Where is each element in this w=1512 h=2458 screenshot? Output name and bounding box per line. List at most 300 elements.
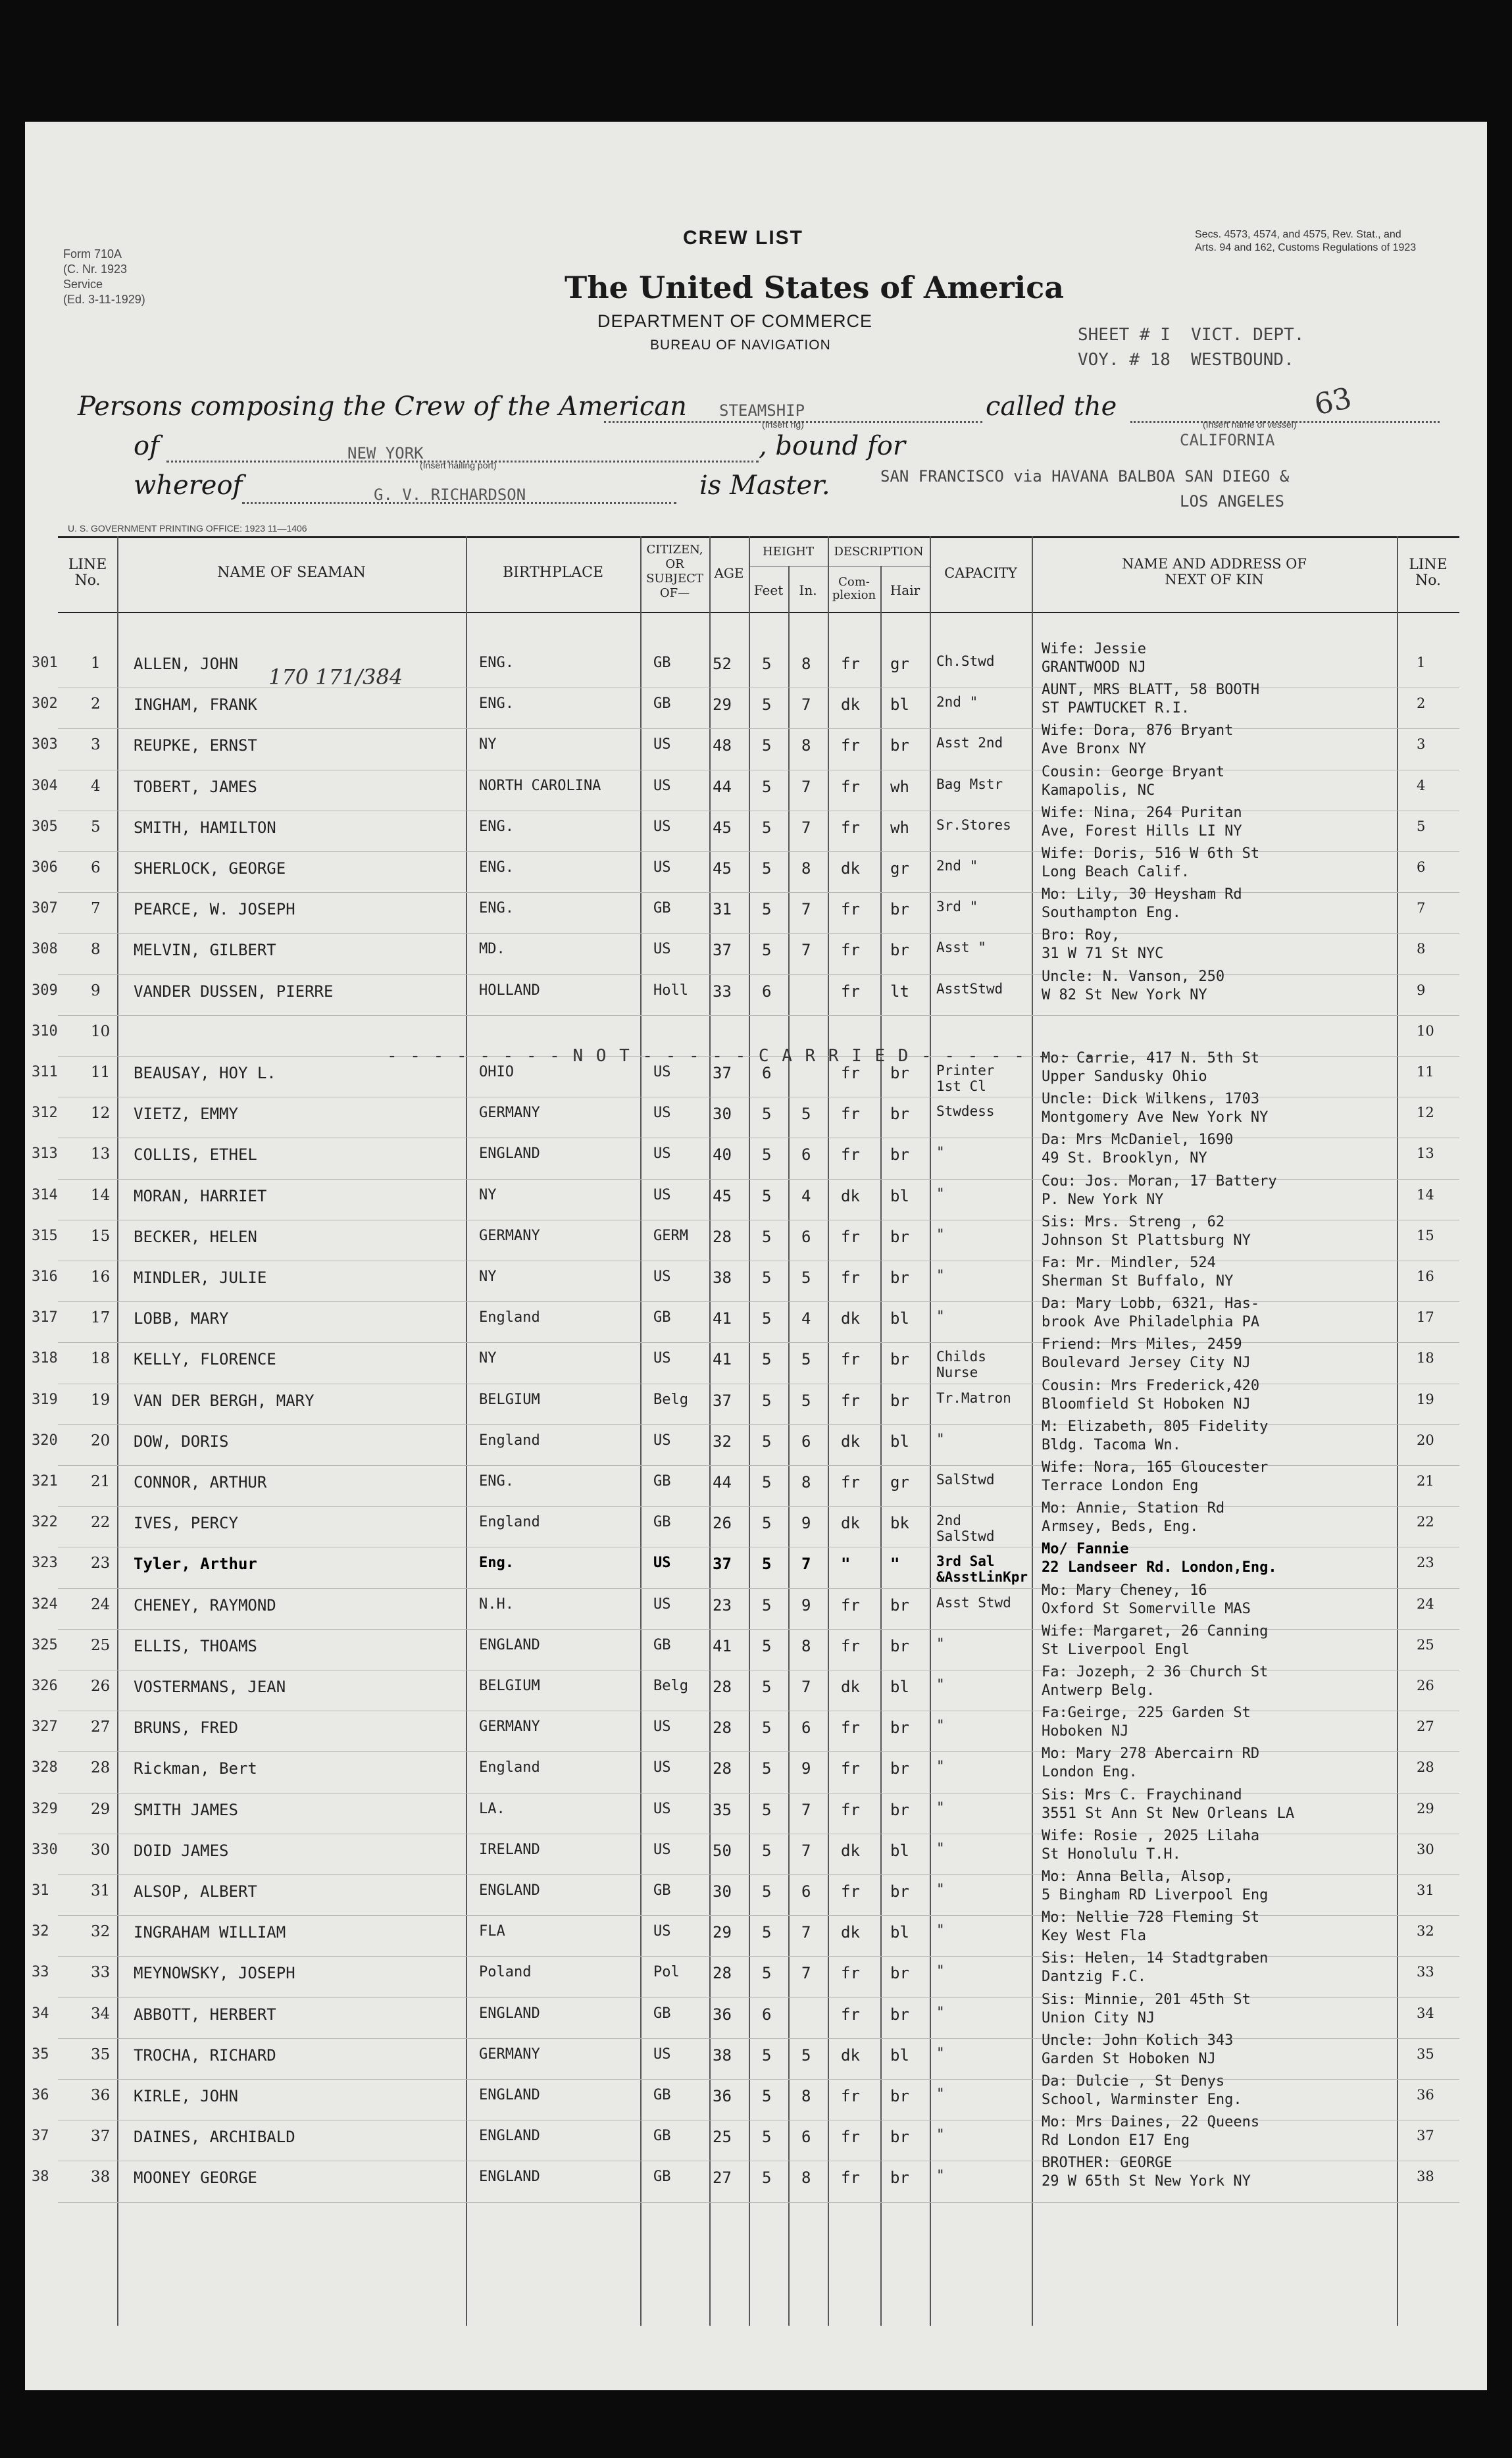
complexion: fr [841,818,860,837]
capacity: Ch.Stwd [936,653,995,669]
height-feet: 5 [762,1432,772,1451]
height-feet: 5 [762,1145,772,1165]
row-rule [58,2079,1459,2080]
margin-number: 324 [32,1595,58,1613]
age: 44 [713,777,732,796]
citizenship: US [653,1759,671,1776]
height-inches: 7 [801,777,811,796]
margin-number: 317 [32,1309,58,1326]
line-number-right: 15 [1417,1227,1434,1243]
complexion: fr [841,1882,860,1901]
seaman-name: ALSOP, ALBERT [134,1882,257,1901]
next-of-kin: Mo: Mrs Daines, 22 Queens Rd London E17 Eng [1042,2114,1260,2149]
seaman-name: ELLIS, THOAMS [134,1636,257,1655]
line-number-right: 33 [1417,1964,1434,1980]
sheet-voyage-info: SHEET # I VICT. DEPT. VOY. # 18 WESTBOUND. [1078,325,1305,370]
line-number: 15 [91,1227,111,1245]
margin-number: 323 [32,1555,58,1572]
line-number: 32 [91,1923,111,1941]
line-number-right: 27 [1417,1718,1434,1735]
complexion: fr [841,736,860,755]
next-of-kin: BROTHER: GEORGE 29 W 65th St New York NY [1042,2155,1251,2190]
margin-number: 330 [32,1841,58,1858]
height-feet: 5 [762,1841,772,1860]
line-number-right: 24 [1417,1595,1434,1612]
citizenship: GB [653,1473,671,1490]
crew-list-sheet [25,122,1487,2390]
hair: br [890,1800,909,1819]
col-capacity: CAPACITY [944,565,1017,581]
margin-number: 314 [32,1186,58,1203]
age: 37 [713,941,732,960]
line-number: 33 [91,1964,111,1982]
line-number-right: 38 [1417,2169,1434,2185]
next-of-kin: Mo: Lily, 30 Heysham Rd Southampton Eng. [1042,886,1242,922]
margin-number: 302 [32,695,58,713]
complexion: fr [841,1268,860,1287]
height-feet: 5 [762,1105,772,1124]
age: 25 [713,2128,732,2147]
line-number-right: 3 [1417,736,1426,753]
hair: br [890,2087,909,2105]
line-number: 22 [91,1514,111,1532]
complexion: fr [841,941,860,960]
line-number-right: 32 [1417,1923,1434,1940]
citizenship: GB [653,695,671,713]
birthplace: BELGIUM [479,1678,540,1694]
hair: br [890,1227,909,1246]
birthplace: ENG. [479,1473,514,1490]
line-number-right: 5 [1417,818,1426,834]
line-number: 28 [91,1759,111,1777]
complexion: fr [841,1227,860,1246]
seaman-name: CONNOR, ARTHUR [134,1473,267,1492]
age: 30 [713,1882,732,1901]
birthplace: NORTH CAROLINA [479,777,601,794]
complexion: fr [841,982,860,1001]
height-inches: 6 [801,1882,811,1901]
line-number-right: 17 [1417,1309,1434,1326]
next-of-kin: Sis: Minnie, 201 45th St Union City NJ [1042,1991,1251,2026]
capacity: " [936,1799,945,1815]
row-rule [58,933,1459,934]
age: 52 [713,655,732,673]
persons-label: Persons composing the Crew of the American [78,391,687,422]
height-inches: 7 [801,1923,811,1942]
line-number: 21 [91,1473,111,1490]
hair: bl [890,1678,909,1696]
col-divider [749,536,750,2326]
next-of-kin: Wife: Dora, 876 Bryant Ave Bronx NY [1042,722,1234,758]
line-number-right: 19 [1417,1391,1434,1407]
margin-number: 310 [32,1022,58,1040]
seaman-name: MOONEY GEORGE [134,2169,257,2188]
height-inches: 5 [801,1105,811,1124]
department-heading: DEPARTMENT OF COMMERCE [597,311,873,331]
next-of-kin: Mo: Mary Cheney, 16 Oxford St Somerville MAS [1042,1582,1251,1617]
citizenship: US [653,1145,671,1163]
next-of-kin: Sis: Helen, 14 Stadtgraben Dantzig F.C. [1042,1950,1269,1986]
age: 40 [713,1145,732,1165]
row-rule [58,2202,1459,2203]
age: 27 [713,2169,732,2188]
complexion: fr [841,1145,860,1165]
hair: br [890,1064,909,1082]
line-number: 5 [91,818,101,836]
line-number-right: 6 [1417,859,1426,875]
citizenship: GERM [653,1227,688,1244]
age: 50 [713,1841,732,1860]
age: 23 [713,1595,732,1615]
hair: br [890,2128,909,2147]
line-number-right: 22 [1417,1514,1434,1530]
height-feet: 5 [762,1514,772,1533]
complexion: fr [841,1964,860,1983]
citizenship: Pol [653,1964,680,1981]
height-feet: 6 [762,2005,772,2024]
next-of-kin: Uncle: John Kolich 343 Garden St Hoboken NJ [1042,2032,1234,2067]
citizenship: US [653,1105,671,1122]
next-of-kin: Friend: Mrs Miles, 2459 Boulevard Jersey City NJ [1042,1336,1251,1372]
margin-number: 306 [32,859,58,876]
age: 45 [713,859,732,878]
citizenship: US [653,2045,671,2063]
height-inches: 8 [801,2169,811,2188]
margin-number: 318 [32,1350,58,1367]
complexion: " [841,1555,851,1574]
citizenship: US [653,1923,671,1940]
birthplace: ENGLAND [479,1145,540,1163]
complexion: dk [841,1841,860,1860]
citizenship: US [653,1841,671,1858]
next-of-kin: Fa: Jozeph, 2 36 Church St Antwerp Belg. [1042,1664,1269,1699]
citizenship: GB [653,2169,671,2186]
line-number: 30 [91,1841,111,1859]
capacity: " [936,1922,945,1938]
citizenship: GB [653,1514,671,1531]
line-number: 6 [91,859,101,876]
age: 29 [713,695,732,715]
complexion: fr [841,655,860,673]
line-number: 20 [91,1432,111,1449]
height-feet: 5 [762,941,772,960]
col-citizen: CITIZEN, OR SUBJECT OF— [646,543,703,600]
col-divider [1032,536,1033,2326]
height-inches: 7 [801,818,811,837]
line-number-right: 1 [1417,655,1426,670]
citizenship: Belg [653,1391,688,1408]
line-number: 23 [91,1555,111,1572]
citizenship: US [653,941,671,958]
birthplace: NY [479,1268,497,1285]
birthplace: ENG. [479,818,514,835]
line-number: 17 [91,1309,111,1327]
col-hair: Hair [890,582,920,598]
height-feet: 5 [762,655,772,673]
capacity: " [936,1881,945,1897]
citizenship: GB [653,2128,671,2145]
citizenship: Holl [653,982,688,999]
col-name: NAME OF SEAMAN [217,564,366,581]
col-divider [788,566,790,2326]
line-number-right: 37 [1417,2128,1434,2144]
age: 33 [713,982,732,1001]
complexion: dk [841,1432,860,1451]
height-inches: 6 [801,2128,811,2147]
line-number: 10 [91,1022,111,1040]
capacity: AsstStwd [936,980,1003,997]
bound-label: , bound for [759,431,905,461]
citizenship: US [653,1432,671,1449]
complexion: fr [841,1350,860,1369]
line-number-right: 30 [1417,1841,1434,1857]
line-number-right: 7 [1417,900,1426,916]
birthplace: ENG. [479,695,514,713]
margin-number: 320 [32,1432,58,1449]
height-inches: 5 [801,1350,811,1369]
seaman-name: TOBERT, JAMES [134,777,257,796]
age: 26 [713,1514,732,1533]
height-feet: 6 [762,982,772,1001]
capacity: " [936,1963,945,1979]
statute-reference: Secs. 4573, 4574, and 4575, Rev. Stat., and Arts. 94 and 162, Customs Regulations of 1923 [1195,229,1417,253]
row-rule [58,892,1459,893]
seaman-name: SHERLOCK, GEORGE [134,859,286,878]
line-number: 24 [91,1595,111,1613]
hair: br [890,1964,909,1983]
col-complexion: Com- plexion [832,575,876,602]
hair: gr [890,655,909,673]
margin-number: 328 [32,1759,58,1776]
birthplace: NY [479,1350,497,1367]
height-feet: 5 [762,1636,772,1655]
height-feet: 5 [762,1473,772,1492]
line-number: 19 [91,1391,111,1409]
capacity: Childs Nurse [936,1349,986,1381]
height-inches: 9 [801,1759,811,1778]
margin-number: 31 [32,1882,49,1899]
margin-number: 311 [32,1064,58,1080]
line-number-right: 4 [1417,777,1426,793]
handwritten-annotation: 170 171/384 [268,665,403,690]
next-of-kin: Mo/ Fannie 22 Landseer Rd. London,Eng. [1042,1541,1277,1576]
next-of-kin: Mo: Anna Bella, Alsop, 5 Bingham RD Liverpool Eng [1042,1869,1269,1903]
seaman-name: SMITH JAMES [134,1800,238,1819]
row-rule [58,974,1459,975]
col-line-no-right: LINE No. [1409,557,1448,589]
height-feet: 5 [762,900,772,919]
seaman-name: VAN DER BERGH, MARY [134,1391,315,1410]
line-number: 16 [91,1268,111,1286]
hair: br [890,1350,909,1369]
capacity: " [936,1676,945,1692]
line-number: 29 [91,1800,111,1818]
height-feet: 5 [762,1882,772,1901]
called-label: called the [986,391,1117,422]
margin-number: 38 [32,2169,49,2186]
height-feet: 6 [762,1064,772,1082]
line-number-right: 18 [1417,1350,1434,1367]
col-description: DESCRIPTION [834,545,924,559]
height-feet: 5 [762,1186,772,1205]
line-number-right: 14 [1417,1186,1434,1203]
height-feet: 5 [762,1227,772,1246]
seaman-name: BRUNS, FRED [134,1718,238,1738]
hair: br [890,1268,909,1287]
birthplace: FLA [479,1923,505,1940]
citizenship: US [653,1064,671,1080]
height-feet: 5 [762,1800,772,1819]
col-divider [640,536,642,2326]
age: 48 [713,736,732,755]
citizenship: US [653,818,671,835]
next-of-kin: Fa: Mr. Mindler, 524 Sherman St Buffalo, NY [1042,1255,1234,1290]
citizenship: GB [653,655,671,671]
age: 28 [713,1964,732,1983]
line-number: 26 [91,1678,111,1695]
next-of-kin: Da: Dulcie , St Denys School, Warminster Eng. [1042,2073,1242,2108]
margin-number: 305 [32,818,58,835]
line-number: 37 [91,2128,111,2145]
complexion: fr [841,2128,860,2147]
height-inches: 7 [801,1555,811,1574]
birthplace: BELGIUM [479,1391,540,1408]
next-of-kin: Da: Mrs McDaniel, 1690 49 St. Brooklyn, NY [1042,1132,1234,1167]
not-carried-note: - - - - - - - - N O T - - - - - C A R R I E D - - - - - - - - [387,1046,1096,1066]
citizenship: GB [653,1636,671,1653]
hair: br [890,941,909,960]
margin-number: 304 [32,777,58,794]
hair: br [890,736,909,755]
form-code: Form 710A (C. Nr. 1923 Service (Ed. 3-11-1929) [63,247,145,306]
stamp-number: 63 [1311,381,1355,422]
col-line-no [58,557,117,589]
height-feet: 5 [762,2045,772,2065]
height-feet: 5 [762,1759,772,1778]
next-of-kin: AUNT, MRS BLATT, 58 BOOTH ST PAWTUCKET R.I. [1042,682,1260,717]
height-inches: 6 [801,1145,811,1165]
next-of-kin: Uncle: N. Vanson, 250 W 82 St New York NY [1042,968,1225,1003]
col-divider [709,536,711,2326]
hair: wh [890,818,909,837]
line-number-right: 31 [1417,1882,1434,1898]
line-number-right: 29 [1417,1800,1434,1817]
height-feet: 5 [762,2169,772,2188]
next-of-kin: Sis: Mrs C. Fraychinand 3551 St Ann St New Orleans LA [1042,1786,1295,1822]
line-number: 25 [91,1636,111,1654]
next-of-kin: Sis: Mrs. Streng , 62 Johnson St Plattsburg NY [1042,1213,1251,1249]
age: 32 [713,1432,732,1451]
margin-number: 36 [32,2087,49,2103]
margin-number: 326 [32,1678,58,1694]
col-next-of-kin: NAME AND ADDRESS OF NEXT OF KIN [1122,556,1307,588]
citizenship: US [653,859,671,876]
birthplace: NY [479,1186,497,1203]
next-of-kin: Bro: Roy, 31 W 71 St NYC [1042,927,1164,963]
capacity: " [936,1840,945,1856]
port-value: NEW YORK [347,444,424,463]
seaman-name: IVES, PERCY [134,1514,238,1533]
seaman-name: PEARCE, W. JOSEPH [134,900,295,919]
col-line-no-text: LINE No. [68,557,107,589]
height-inches: 8 [801,655,811,673]
birthplace: LA. [479,1800,505,1817]
age: 38 [713,2045,732,2065]
seaman-name: CHENEY, RAYMOND [134,1595,276,1615]
hair: br [890,900,909,919]
age: 41 [713,1636,732,1655]
col-divider [930,536,931,2326]
birthplace: ENGLAND [479,2128,540,2145]
height-inches: 6 [801,1227,811,1246]
seaman-name: KELLY, FLORENCE [134,1350,276,1369]
printer-note: U. S. GOVERNMENT PRINTING OFFICE: 1923 11—1406 [68,523,307,534]
complexion: fr [841,2169,860,2188]
age: 37 [713,1391,732,1410]
complexion: dk [841,2045,860,2065]
height-feet: 5 [762,1964,772,1983]
col-divider [117,536,118,2326]
capacity: " [936,1717,945,1734]
complexion: fr [841,1718,860,1738]
capacity: " [936,1226,945,1242]
margin-number: 33 [32,1964,49,1981]
height-inches: 8 [801,736,811,755]
capacity: " [936,2003,945,2020]
height-inches: 5 [801,2045,811,2065]
birthplace: England [479,1432,540,1449]
hair: br [890,2005,909,2024]
height-inches: 7 [801,1841,811,1860]
capacity: Asst 2nd [936,735,1003,751]
height-inches: 5 [801,1391,811,1410]
hair: lt [890,982,909,1001]
birthplace: Eng. [479,1555,514,1572]
age: 31 [713,900,732,919]
height-inches: 7 [801,900,811,919]
next-of-kin: Wife: Doris, 516 W 6th St Long Beach Calif. [1042,845,1260,880]
line-number: 4 [91,777,101,795]
next-of-kin: Wife: Jessie GRANTWOOD NJ [1042,641,1146,676]
seaman-name: SMITH, HAMILTON [134,818,276,837]
col-birthplace: BIRTHPLACE [502,564,604,581]
seaman-name: VIETZ, EMMY [134,1105,238,1124]
complexion: fr [841,777,860,796]
hair: br [890,2169,909,2188]
next-of-kin: Mo: Annie, Station Rd Armsey, Beds, Eng. [1042,1500,1225,1536]
birthplace: IRELAND [479,1841,540,1858]
complexion: dk [841,1514,860,1533]
bureau-heading: BUREAU OF NAVIGATION [650,338,831,353]
capacity: " [936,2126,945,2143]
height-inches: 8 [801,1636,811,1655]
hair: br [890,1105,909,1124]
master-value: G. V. RICHARDSON [374,486,526,504]
complexion: fr [841,1800,860,1819]
capacity: 2nd SalStwd [936,1513,995,1545]
height-inches: 7 [801,1800,811,1819]
capacity: " [936,1144,945,1161]
capacity: 3rd " [936,899,978,915]
birthplace: OHIO [479,1064,514,1080]
citizenship: US [653,1595,671,1613]
margin-number: 308 [32,941,58,958]
complexion: fr [841,1759,860,1778]
age: 30 [713,1105,732,1124]
hair: wh [890,777,909,796]
next-of-kin: Mo: Nellie 728 Fleming St Key West Fla [1042,1909,1260,1945]
height-feet: 5 [762,1391,772,1410]
